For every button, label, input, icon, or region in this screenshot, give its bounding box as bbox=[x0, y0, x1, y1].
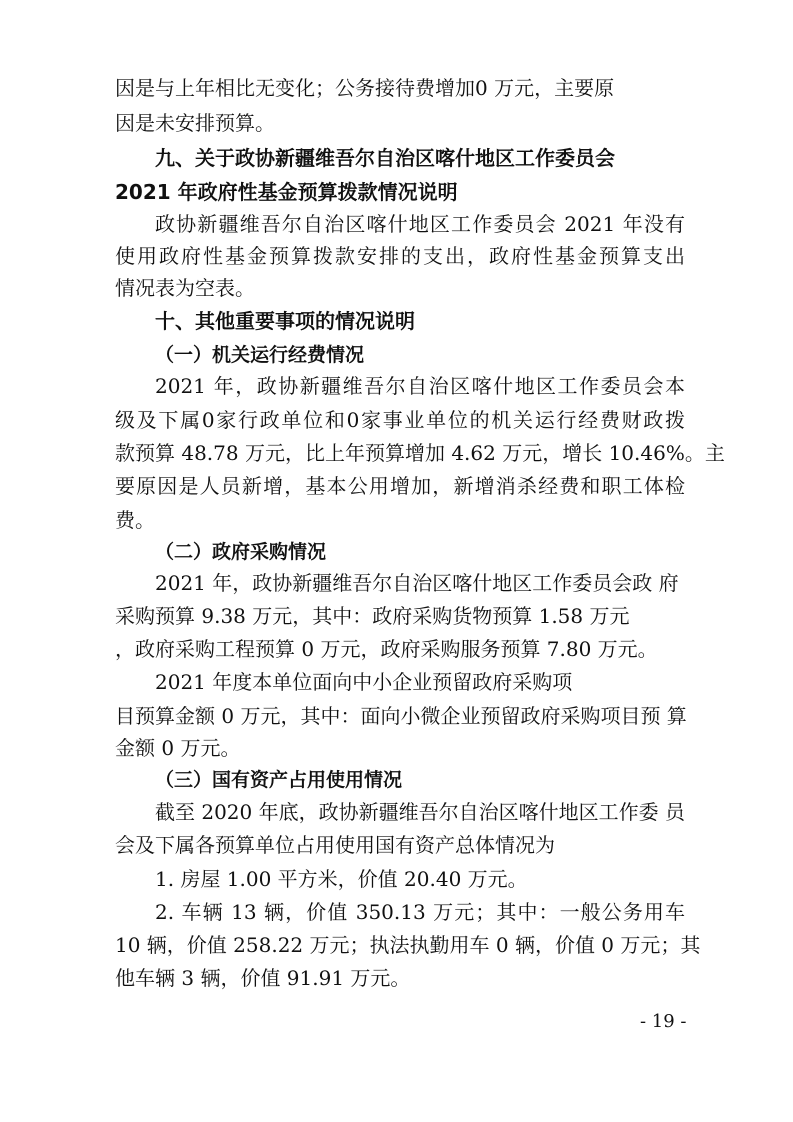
page-number: - 19 - bbox=[640, 1011, 687, 1032]
section-heading-9: 九、关于政协新疆维吾尔自治区喀什地区工作委员会 bbox=[155, 146, 615, 170]
paragraph-line: 费。 bbox=[115, 508, 155, 532]
section-heading-10: 十、其他重要事项的情况说明 bbox=[155, 309, 415, 333]
paragraph-line: 级及下属0家行政单位和0家事业单位的机关运行经费财政拨 bbox=[115, 408, 685, 432]
paragraph-line: 要原因是人员新增，基本公用增加，新增消杀经费和职工体检 bbox=[115, 474, 685, 498]
paragraph-line: 2. 车辆 13 辆，价值 350.13 万元；其中：一般公务用车 bbox=[155, 900, 685, 924]
paragraph-line: 目预算金额 0 万元，其中：面向小微企业预留政府采购项目预 算 bbox=[115, 704, 687, 728]
paragraph-line: 1. 房屋 1.00 平方米，价值 20.40 万元。 bbox=[155, 867, 528, 891]
paragraph-line: 情况表为空表。 bbox=[115, 276, 255, 300]
paragraph-line: 2021 年，政协新疆维吾尔自治区喀什地区工作委员会政 府 bbox=[155, 571, 679, 595]
paragraph-line: 款预算 48.78 万元，比上年预算增加 4.62 万元，增长 10.46%。主 bbox=[115, 441, 725, 465]
subsection-heading-2: （二）政府采购情况 bbox=[155, 541, 327, 563]
section-heading-9-cont: 2021 年政府性基金预算拨款情况说明 bbox=[115, 180, 458, 204]
paragraph-line: 2021 年，政协新疆维吾尔自治区喀什地区工作委员会本 bbox=[155, 374, 685, 398]
paragraph-line: 因是未安排预算。 bbox=[115, 111, 275, 135]
paragraph-line: 会及下属各预算单位占用使用国有资产总体情况为 bbox=[115, 833, 555, 857]
subsection-heading-1: （一）机关运行经费情况 bbox=[155, 344, 365, 366]
paragraph-line: ，政府采购工程预算 0 万元，政府采购服务预算 7.80 万元。 bbox=[115, 637, 658, 661]
paragraph-line: 使用政府性基金预算拨款安排的支出，政府性基金预算支出 bbox=[115, 244, 685, 268]
paragraph-line: 政协新疆维吾尔自治区喀什地区工作委员会 2021 年没有 bbox=[155, 212, 685, 236]
paragraph-line: 截至 2020 年底，政协新疆维吾尔自治区喀什地区工作委 员 bbox=[155, 800, 685, 824]
subsection-heading-3: （三）国有资产占用使用情况 bbox=[155, 769, 403, 791]
paragraph-line: 采购预算 9.38 万元，其中：政府采购货物预算 1.58 万元 bbox=[115, 604, 630, 628]
paragraph-line: 金额 0 万元。 bbox=[115, 736, 241, 760]
paragraph-line: 10 辆，价值 258.22 万元；执法执勤用车 0 辆，价值 0 万元；其 bbox=[115, 933, 701, 957]
paragraph-line: 因是与上年相比无变化；公务接待费增加0 万元，主要原 bbox=[115, 76, 615, 100]
paragraph-line: 他车辆 3 辆，价值 91.91 万元。 bbox=[115, 966, 411, 990]
paragraph-line: 2021 年度本单位面向中小企业预留政府采购项 bbox=[155, 670, 573, 694]
